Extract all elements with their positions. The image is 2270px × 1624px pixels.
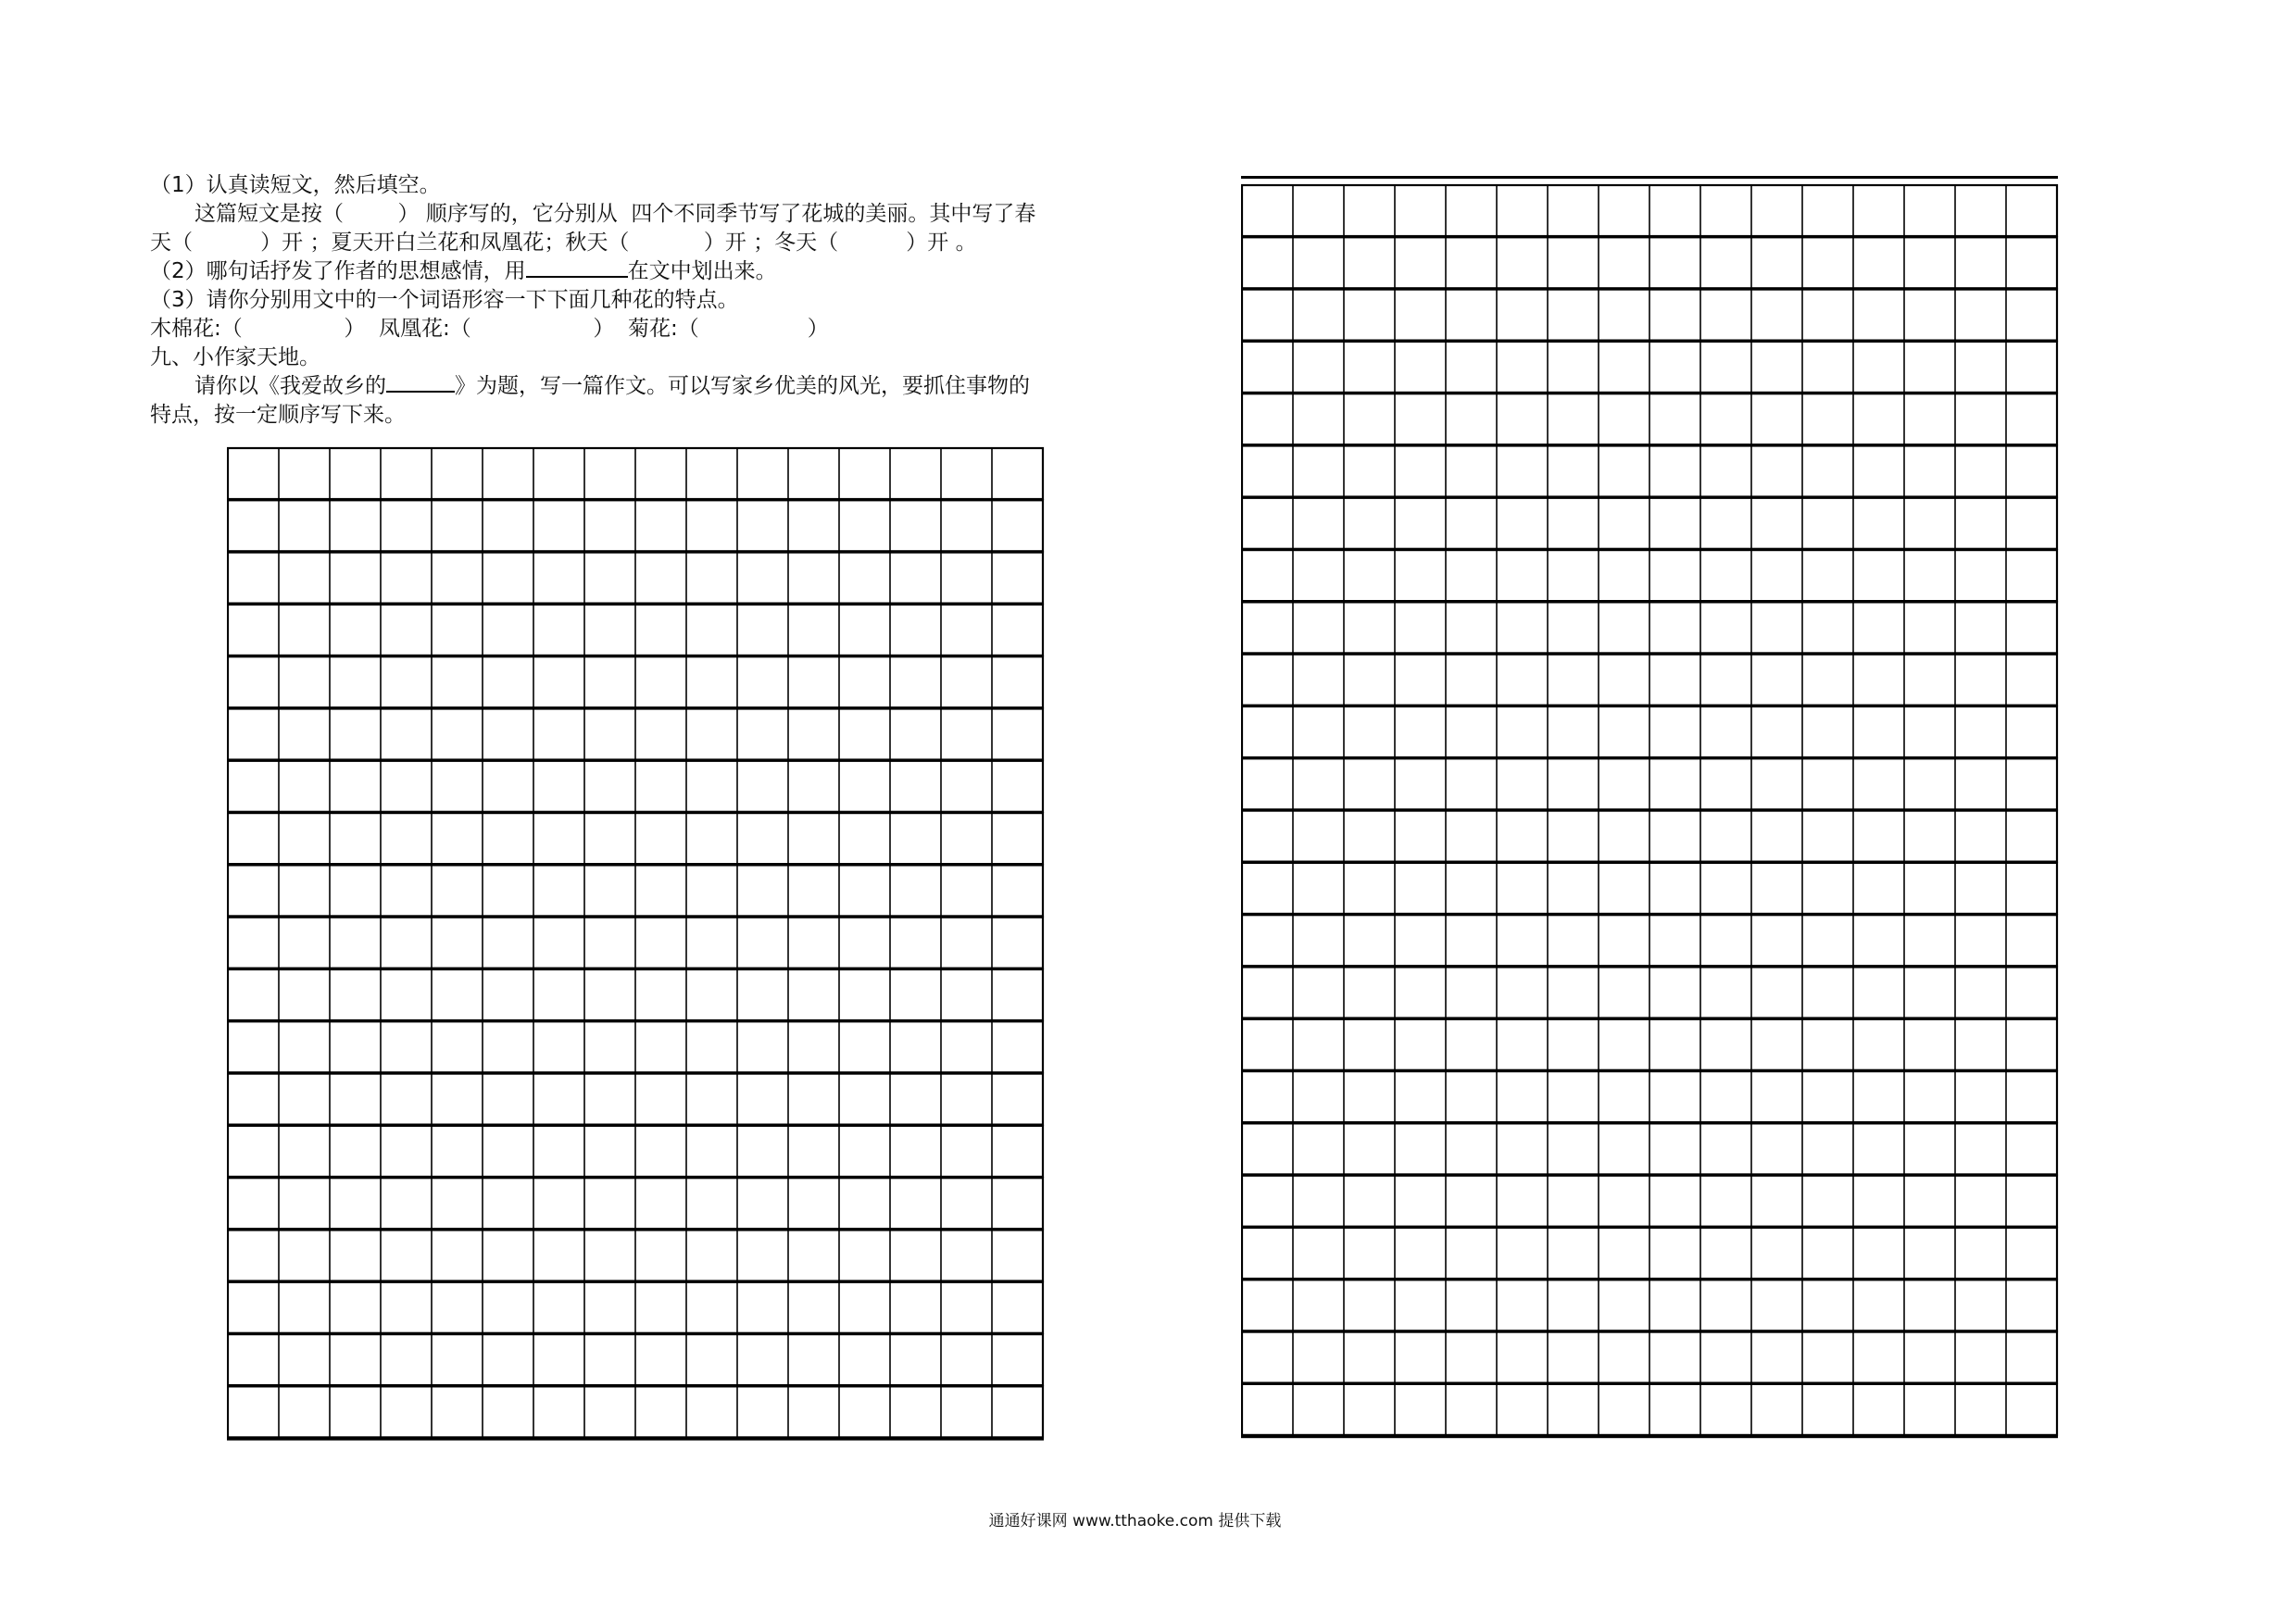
grid-row — [1242, 1228, 2057, 1279]
grid-row — [228, 553, 1043, 604]
grid-row — [1242, 863, 2057, 914]
grid-row — [228, 813, 1043, 864]
grid-top-rule — [1241, 176, 2058, 179]
grid-svg — [1241, 176, 2060, 1453]
q1-line-2: 天（ ）开 ；夏天开白兰花和凤凰花；秋天（ ）开 ；冬天（ ）开 。 — [150, 231, 977, 255]
q1-line-1: 这篇短文是按（ ） 顺序写的，它分别从 四个不同季节写了花城的美丽。其中写了春 — [194, 202, 1036, 226]
right-writing-grid[interactable] — [1241, 176, 2056, 1437]
grid-row — [228, 865, 1043, 916]
grid-row — [228, 1074, 1043, 1125]
grid-row — [1242, 394, 2057, 444]
grid-row — [1242, 498, 2057, 549]
grid-row — [1242, 758, 2057, 809]
q2-line — [150, 257, 1132, 286]
essay-prompt-line-1 — [150, 372, 1132, 401]
grid-row — [1242, 550, 2057, 601]
left-writing-grid[interactable] — [227, 446, 1042, 1437]
q3-title: （3）请你分别用文中的一个词语形容一下下面几种花的特点。 — [150, 288, 739, 312]
grid-row — [228, 1386, 1043, 1437]
grid-row — [1242, 655, 2057, 706]
essay-suffix: 》为题，写一篇作文。可以写家乡优美的风光，要抓住事物的 — [455, 374, 1030, 398]
grid-row — [1242, 706, 2057, 757]
grid-row — [1242, 1280, 2057, 1330]
essay-prefix: 请你以《我爱故乡的 — [194, 374, 386, 398]
grid-row — [228, 605, 1043, 656]
essay-prompt-line-2: 特点，按一定顺序写下来。 — [150, 403, 406, 427]
grid-row — [1242, 602, 2057, 653]
section-9-title: 九、小作家天地。 — [150, 345, 320, 369]
grid-row — [228, 1126, 1043, 1177]
grid-svg — [227, 446, 1046, 1452]
grid-row — [228, 1230, 1043, 1281]
grid-row — [1242, 1019, 2057, 1070]
question-text — [150, 171, 1132, 430]
grid-row — [228, 709, 1043, 760]
grid-row — [1242, 811, 2057, 862]
grid-row — [1242, 1071, 2057, 1122]
grid-row — [1242, 968, 2057, 1018]
q1-title: （1）认真读短文，然后填空。 — [150, 173, 441, 197]
essay-title-blank[interactable] — [386, 372, 455, 393]
grid-row — [1242, 1123, 2057, 1174]
grid-row — [1242, 915, 2057, 966]
grid-row — [1242, 1384, 2057, 1435]
q2-suffix: 在文中划出来。 — [627, 259, 777, 283]
grid-row — [228, 656, 1043, 707]
q3-flowers: 木棉花:（ ） 凤凰花:（ ） 菊花:（ ） — [150, 317, 829, 341]
q2-blank[interactable] — [526, 257, 628, 278]
grid-row — [1242, 185, 2057, 236]
grid-row — [228, 448, 1043, 499]
grid-row — [228, 918, 1043, 968]
grid-row — [1242, 342, 2057, 393]
grid-row — [228, 500, 1043, 551]
grid-row — [1242, 446, 2057, 497]
grid-row — [228, 1178, 1043, 1229]
grid-row — [1242, 237, 2057, 288]
q2-prefix: （2）哪句话抒发了作者的思想感情，用 — [150, 259, 526, 283]
grid-row — [228, 1021, 1043, 1072]
grid-row — [228, 761, 1043, 812]
grid-row — [1242, 1332, 2057, 1383]
grid-row — [1242, 290, 2057, 341]
footer-credit: 通通好课网 www.tthaoke.com 提供下载 — [988, 1512, 1282, 1530]
grid-row — [1242, 1176, 2057, 1227]
grid-row — [228, 969, 1043, 1020]
grid-row — [228, 1282, 1043, 1333]
grid-row — [228, 1334, 1043, 1385]
grid-bottom-rule — [227, 1438, 1044, 1441]
grid-bottom-rule — [1241, 1435, 2058, 1438]
